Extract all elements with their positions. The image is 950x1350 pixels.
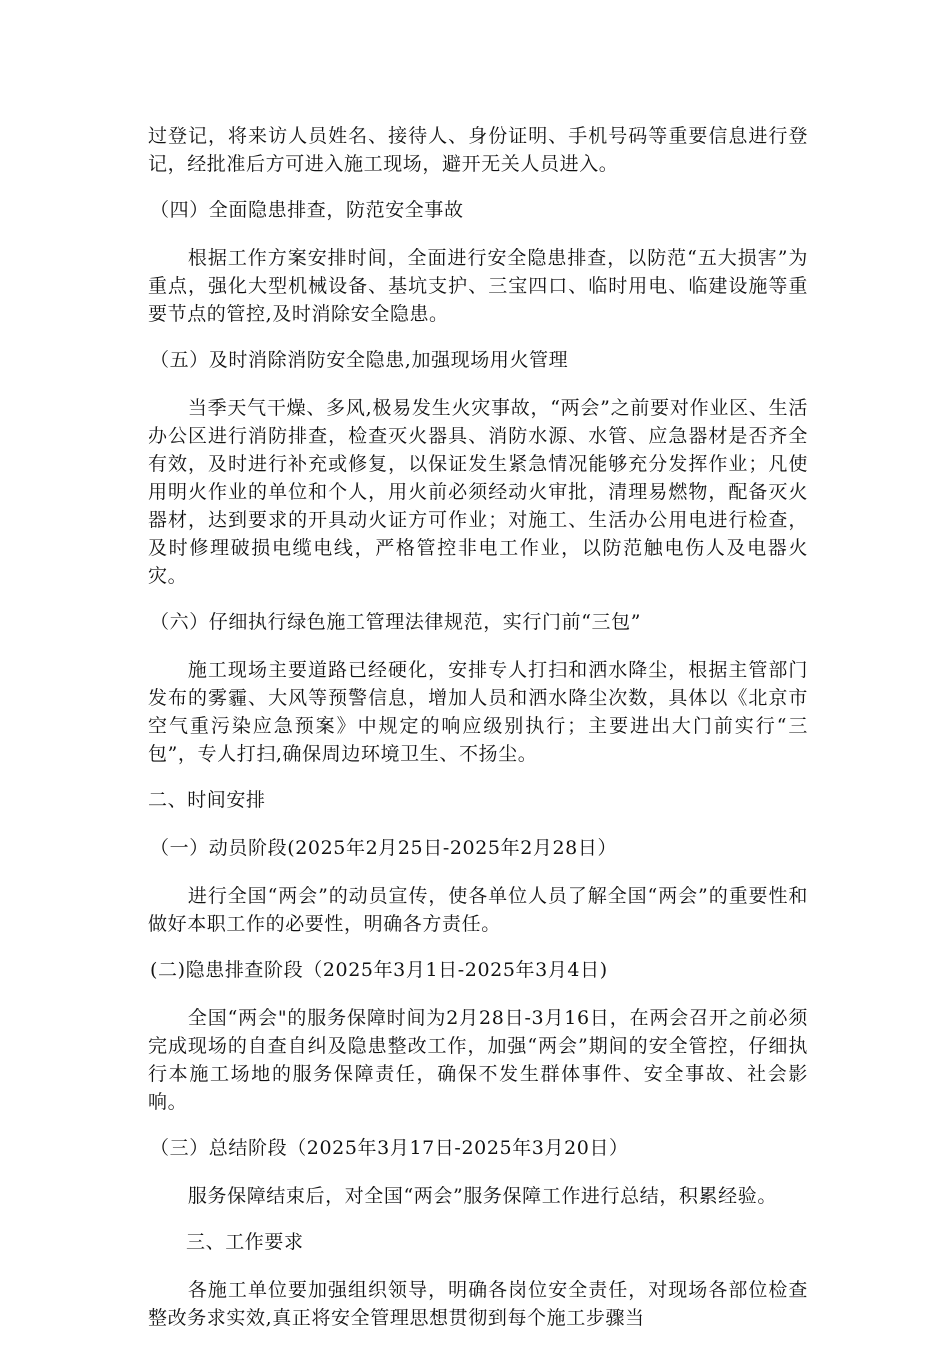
paragraph: 当季天气干燥、多风,极易发生火灾事故，“两会”之前要对作业区、生活办公区进行消防排查，检查灭火器具、消防水源、水管、应急器材是否齐全有效，及时进行补充或修复，以保证发生紧急情况能够充分发挥作业；凡使用明火作业的单位和个人，用火前必须经动火审批，清理易燃物，配备灭火器材，达到要求的开具动火证方可作业；对施工、生活办公用电进行检查，及时修理破损电缆电线，严格管控非电工作业，以防范触电伤人及电器火灾。 <box>148 397 808 587</box>
paragraph: 施工现场主要道路已经硬化，安排专人打扫和洒水降尘，根据主管部门发布的雾霾、大风等预警信息，增加人员和洒水降尘次数，具体以《北京市空气重污染应急预案》中规定的响应级别执行；主要进出大门前实行“三包”，专人打扫,确保周边环境卫生、不扬尘。 <box>148 659 808 765</box>
section-heading: （六）仔细执行绿色施工管理法律规范，实行门前“三包” <box>150 611 642 633</box>
section-heading: （一）动员阶段(2025年2月25日-2025年2月28日） <box>150 837 618 859</box>
section-heading: （五）及时消除消防安全隐患,加强现场用火管理 <box>150 349 569 371</box>
section-heading: （四）全面隐患排查，防范安全事故 <box>150 199 464 221</box>
paragraph: 根据工作方案安排时间，全面进行安全隐患排查，以防范“五大损害”为重点，强化大型机械设备、基坑支护、三宝四口、临时用电、临建设施等重要节点的管控,及时消除安全隐患。 <box>148 247 808 325</box>
section-heading: （三）总结阶段（2025年3月17日-2025年3月20日） <box>150 1137 629 1159</box>
document-page <box>148 122 808 1350</box>
chapter-heading: 二、时间安排 <box>148 789 266 811</box>
paragraph: 全国“两会"的服务保障时间为2月28日-3月16日，在两会召开之前必须完成现场的自查自纠及隐患整改工作，加强“两会”期间的安全管控，仔细执行本施工场地的服务保障责任，确保不发生群体事件、安全事故、社会影响。 <box>148 1007 808 1113</box>
paragraph: 进行全国“两会”的动员宣传，使各单位人员了解全国“两会”的重要性和做好本职工作的必要性，明确各方责任。 <box>148 885 808 935</box>
paragraph: 服务保障结束后，对全国“两会”服务保障工作进行总结，积累经验。 <box>187 1185 777 1207</box>
paragraph: 各施工单位要加强组织领导，明确各岗位安全责任，对现场各部位检查整改务求实效,真正将安全管理思想贯彻到每个施工步骤当 <box>148 1279 808 1329</box>
section-heading: (二)隐患排查阶段（2025年3月1日-2025年3月4日) <box>150 959 608 981</box>
paragraph: 过登记，将来访人员姓名、接待人、身份证明、手机号码等重要信息进行登记，经批准后方可进入施工现场，避开无关人员进入。 <box>148 125 808 175</box>
chapter-heading: 三、工作要求 <box>186 1231 304 1253</box>
